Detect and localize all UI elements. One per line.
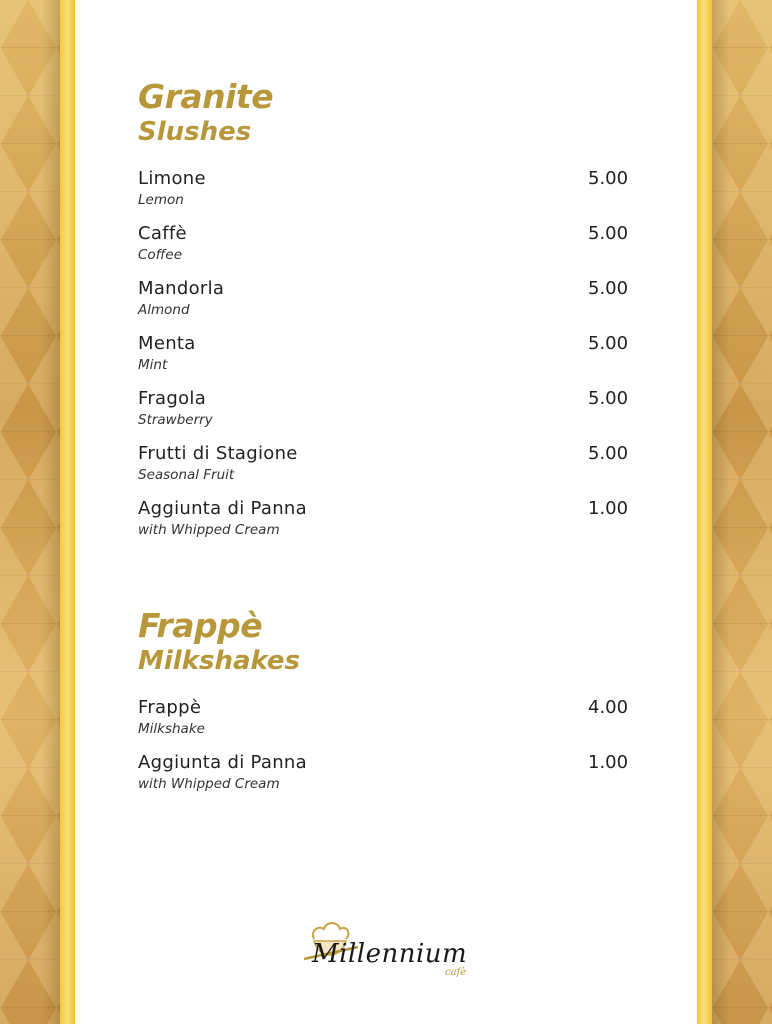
item-translation: Almond: [138, 302, 190, 318]
item-price: 1.00: [588, 498, 629, 519]
section-subtitle: Milkshakes: [138, 646, 300, 676]
menu-item: [138, 278, 638, 333]
menu-items-list: [138, 697, 638, 807]
right-pattern-border: [712, 0, 772, 1024]
logo-wordmark: Millennium: [312, 939, 468, 969]
item-translation: Coffee: [138, 247, 183, 263]
right-gold-stripe: [697, 0, 712, 1024]
menu-items-list: [138, 168, 638, 553]
menu-item: [138, 697, 638, 752]
item-translation: with Whipped Cream: [138, 522, 280, 538]
item-name: Caffè: [138, 223, 187, 244]
item-translation: Lemon: [138, 192, 184, 208]
section-title: Frappè: [138, 606, 263, 645]
item-translation: Milkshake: [138, 721, 205, 737]
item-name: Frappè: [138, 697, 202, 718]
section-granite: [138, 77, 638, 553]
menu-item: [138, 168, 638, 223]
left-pattern-border: [0, 0, 60, 1024]
item-price: 1.00: [588, 752, 629, 773]
section-title: Granite: [138, 77, 274, 116]
section-frappe: [138, 606, 638, 807]
item-name: Mandorla: [138, 278, 225, 299]
left-gold-stripe: [60, 0, 75, 1024]
item-name: Frutti di Stagione: [138, 443, 298, 464]
item-price: 4.00: [588, 697, 629, 718]
item-translation: Mint: [138, 357, 168, 373]
menu-item: [138, 223, 638, 278]
menu-item: [138, 333, 638, 388]
item-name: Fragola: [138, 388, 207, 409]
millennium-cafe-logo: [300, 915, 475, 985]
item-translation: Strawberry: [138, 412, 213, 428]
menu-item: [138, 443, 638, 498]
item-price: 5.00: [588, 278, 629, 299]
item-name: Limone: [138, 168, 206, 189]
item-name: Aggiunta di Panna: [138, 752, 307, 773]
item-price: 5.00: [588, 168, 629, 189]
item-price: 5.00: [588, 388, 629, 409]
item-price: 5.00: [588, 333, 629, 354]
menu-item: [138, 388, 638, 443]
item-price: 5.00: [588, 443, 629, 464]
section-subtitle: Slushes: [138, 117, 252, 147]
logo-tagline: cafè: [445, 967, 467, 978]
item-translation: Seasonal Fruit: [138, 467, 235, 483]
item-name: Aggiunta di Panna: [138, 498, 307, 519]
item-translation: with Whipped Cream: [138, 776, 280, 792]
menu-item: [138, 752, 638, 807]
item-name: Menta: [138, 333, 196, 354]
menu-item: [138, 498, 638, 553]
item-price: 5.00: [588, 223, 629, 244]
